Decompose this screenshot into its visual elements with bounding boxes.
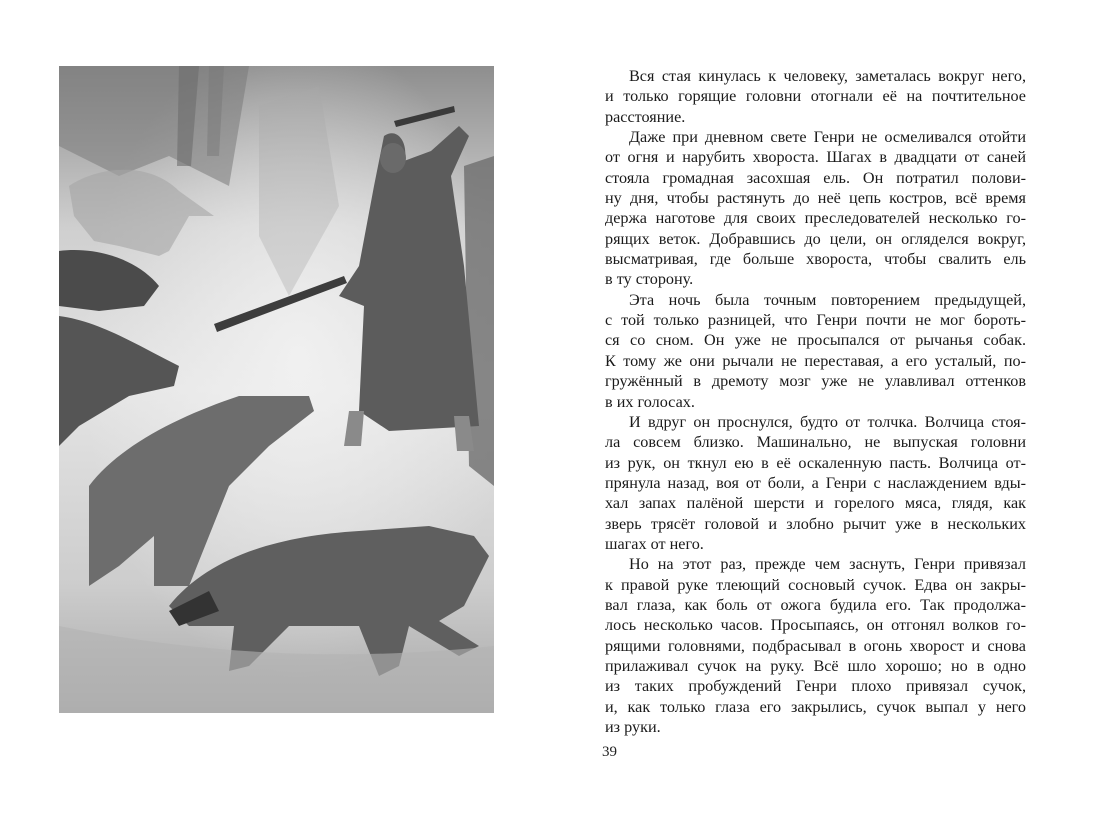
text-line: рящими головнями, подбрасывал в огонь хворост и снова [605,636,1026,655]
text-line: Но на этот раз, прежде чем заснуть, Генри привязал [629,555,1026,574]
text-line: гружённый в дремоту мозг уже не улавливал оттенков [605,372,1026,391]
text-line: К тому же они рычали не переставая, а его усталый, по- [605,351,1026,370]
text-line: прилаживал сучок на руку. Всё шло хорошо; но в одно [605,656,1026,675]
text-line: к правой руке тлеющий сосновый сучок. Едва он закры- [605,575,1026,594]
text-line: И вдруг он проснулся, будто от толчка. Волчица стоя- [629,412,1026,431]
text-line: лось несколько часов. Просыпаясь, он отгонял волков го- [605,616,1026,635]
watercolor-illustration [59,66,494,713]
text-line: от огня и нарубить хвороста. Шагах в двадцати от саней [605,148,1026,167]
text-line: прянула назад, воя от боли, а Генри с наслаждением вды- [605,473,1026,492]
text-line: держа наготове для своих преследователей несколько го- [605,209,1026,228]
text-line: в их голосах. [605,392,695,411]
text-line: в ту сторону. [605,270,694,289]
text-line: с той только разницей, что Генри почти не мог бороть- [605,311,1026,330]
text-line: и, как только глаза его закрылись, сучок выпал у него [605,697,1026,716]
text-line: шагах от него. [605,534,704,553]
page-number: 39 [602,744,617,760]
text-line: рящих веток. Добравшись до цели, он огляделся вокруг, [605,229,1026,248]
text-line: и только горящие головни отогнали её на почтительное [605,87,1026,106]
text-line: ла совсем близко. Машинально, не выпуская головни [605,433,1026,452]
text-line: высматривая, где больше хвороста, чтобы свалить ель [605,250,1026,269]
text-line: вал глаза, как боль от ожога будила его. Так продолжа- [605,595,1026,614]
text-line: из таких пробуждений Генри плохо привязал сучок, [605,677,1026,696]
text-line: расстояние. [605,107,686,126]
text-line: из рук, он ткнул ею в её оскаленную пасть. Волчица от- [605,453,1026,472]
text-line: хал запах палёной шерсти и горелого мяса, глядя, как [605,494,1026,513]
text-line: ся со сном. Он уже не просыпался от рычанья собак. [605,331,1026,350]
text-line: ну дня, чтобы растянуть до неё цепь костров, всё время [605,189,1026,208]
body-text [605,66,1026,737]
illustration-wolves-and-man [59,66,494,713]
text-line: Эта ночь была точным повторением предыдущей, [629,290,1026,309]
text-line: зверь трясёт головой и злобно рычит уже в нескольких [605,514,1026,533]
text-line: из руки. [605,718,661,736]
text-line: Даже при дневном свете Генри не осмеливался отойти [629,128,1026,147]
text-line: Вся стая кинулась к человеку, заметалась вокруг него, [629,67,1026,85]
text-line: стояла громадная засохшая ель. Он потратил полови- [605,168,1026,187]
